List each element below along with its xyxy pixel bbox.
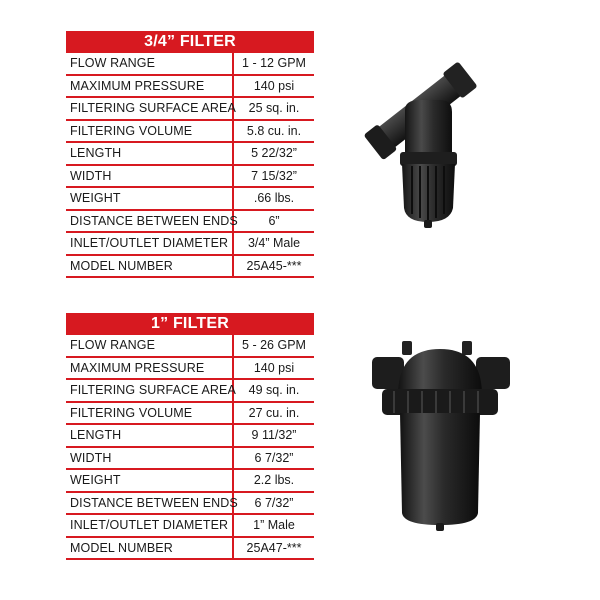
spec-value: 1 - 12 GPM [242, 56, 306, 70]
spec-label: FILTERING SURFACE AREA [66, 98, 234, 119]
table-row [66, 425, 314, 448]
spec-value: 6 7/32” [254, 450, 294, 465]
table-row [66, 233, 314, 256]
table-row [66, 515, 314, 538]
spec-label: FLOW RANGE [66, 335, 234, 356]
spec-label: WIDTH [66, 448, 234, 469]
spec-value: 5.8 cu. in. [246, 123, 302, 138]
spec-value: 2.2 lbs. [253, 473, 295, 487]
table-row [66, 211, 314, 234]
table-title: 3/4” FILTER [66, 31, 314, 53]
table-row [66, 98, 314, 121]
spec-value: 6” [268, 213, 280, 228]
spec-label: MAXIMUM PRESSURE [66, 358, 234, 379]
spec-value: 25A45-*** [246, 258, 302, 273]
spec-value: 7 15/32” [251, 168, 297, 183]
table-row [66, 256, 314, 279]
spec-value: 140 psi [253, 360, 295, 375]
spec-label: DISTANCE BETWEEN ENDS [66, 211, 234, 232]
spec-value: 27 cu. in. [248, 405, 300, 420]
table-row [66, 335, 314, 358]
spec-label: INLET/OUTLET DIAMETER [66, 233, 234, 254]
spec-value: 5 - 26 GPM [242, 338, 306, 352]
spec-value: 9 11/32” [251, 428, 297, 442]
table-row [66, 538, 314, 561]
spec-label: FILTERING SURFACE AREA [66, 380, 234, 401]
table-row [66, 166, 314, 189]
spec-value: 140 psi [253, 78, 295, 93]
spec-value: 25A47-*** [246, 540, 302, 555]
spec-table-3-4-filter [66, 31, 314, 278]
spec-label: WEIGHT [66, 188, 234, 209]
spec-label: FILTERING VOLUME [66, 403, 234, 424]
spec-label: FILTERING VOLUME [66, 121, 234, 142]
table-row [66, 493, 314, 516]
table-row [66, 403, 314, 426]
spec-label: FLOW RANGE [66, 53, 234, 74]
spec-label: MAXIMUM PRESSURE [66, 76, 234, 97]
spec-value: 1” Male [253, 518, 295, 532]
table-row [66, 380, 314, 403]
table-row [66, 448, 314, 471]
spec-label: MODEL NUMBER [66, 538, 234, 559]
table-row [66, 143, 314, 166]
spec-value: 49 sq. in. [248, 383, 300, 397]
spec-label: MODEL NUMBER [66, 256, 234, 277]
spec-table-1-filter [66, 313, 314, 560]
spec-label: DISTANCE BETWEEN ENDS [66, 493, 234, 514]
spec-label: LENGTH [66, 143, 234, 164]
table-row [66, 53, 314, 76]
spec-label: LENGTH [66, 425, 234, 446]
table-row [66, 121, 314, 144]
table-title: 1” FILTER [66, 313, 314, 335]
spec-label: INLET/OUTLET DIAMETER [66, 515, 234, 536]
table-row [66, 470, 314, 493]
filter-3-4-product-image [360, 40, 500, 240]
spec-value: 25 sq. in. [248, 101, 300, 115]
spec-value: 6 7/32” [254, 495, 294, 510]
spec-value: 3/4” Male [247, 236, 301, 250]
table-row [66, 188, 314, 211]
table-row [66, 358, 314, 381]
filter-1-product-image [360, 335, 520, 535]
spec-label: WEIGHT [66, 470, 234, 491]
spec-value: .66 lbs. [253, 191, 295, 205]
spec-label: WIDTH [66, 166, 234, 187]
table-row [66, 76, 314, 99]
spec-value: 5 22/32” [251, 146, 297, 160]
